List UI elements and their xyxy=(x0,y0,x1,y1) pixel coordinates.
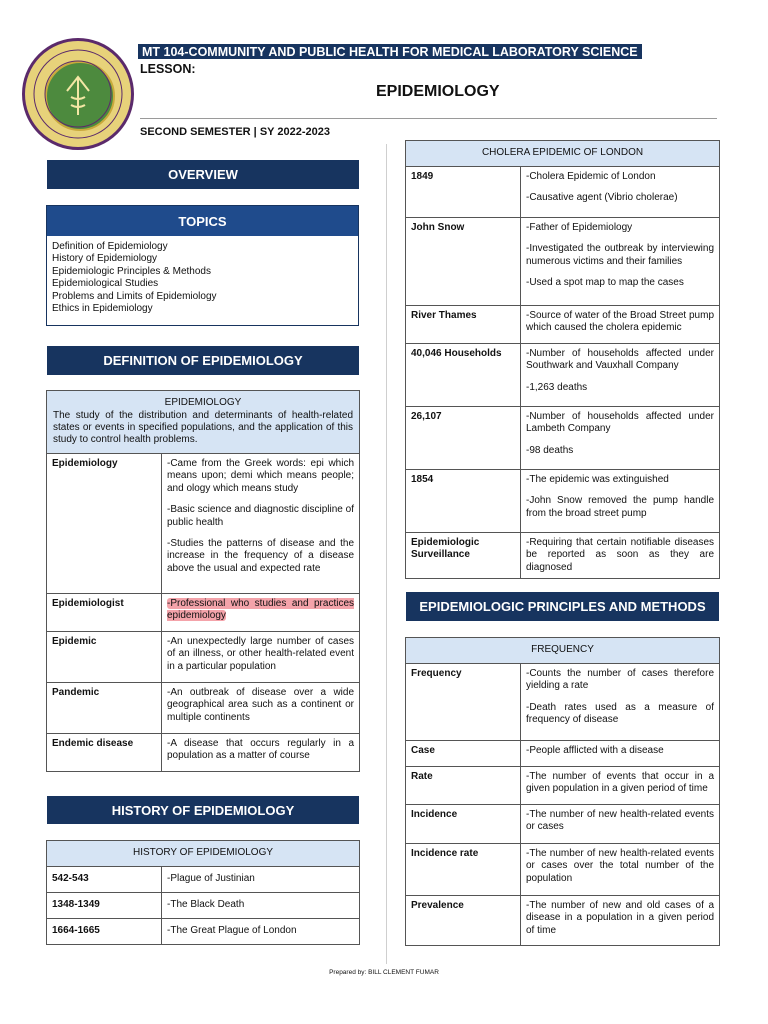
definition-line: -A disease that occurs regularly in a population as a matter of course xyxy=(162,734,360,772)
topic-item: History of Epidemiology xyxy=(52,253,158,265)
history-table xyxy=(46,840,360,945)
frequency-term: Case xyxy=(406,741,521,767)
topics-header: TOPICS xyxy=(47,206,358,236)
definition-head-text: The study of the distribution and determinants of health-related states or events in specified populations, and the application of this study to control health problems. xyxy=(53,409,354,446)
frequency-line: -The number of new health-related events or cases over the total number of the population xyxy=(521,844,720,896)
topics-box xyxy=(46,205,359,326)
school-logo xyxy=(22,38,134,150)
definition-term: Endemic disease xyxy=(47,734,162,772)
topic-item: Ethics in Epidemiology xyxy=(52,303,153,315)
cholera-line: -John Snow removed the pump handle from the broad street pump xyxy=(526,495,715,519)
cholera-desc xyxy=(521,218,720,306)
frequency-term: Frequency xyxy=(406,664,521,741)
cholera-line: -Investigated the outbreak by interviewing numerous victims and their families xyxy=(526,243,715,267)
history-event: -The Black Death xyxy=(162,893,360,919)
definition-desc xyxy=(162,454,360,594)
page-title: EPIDEMIOLOGY xyxy=(376,83,500,100)
topics-list xyxy=(52,241,358,315)
frequency-term: Rate xyxy=(406,767,521,805)
frequency-line: -The number of events that occur in a given population in a given period of time xyxy=(521,767,720,805)
cholera-line: -Number of households affected under Lambeth Company xyxy=(526,411,715,435)
cholera-line: -98 deaths xyxy=(526,444,574,456)
history-year: 542-543 xyxy=(47,867,162,893)
topic-item: Problems and Limits of Epidemiology xyxy=(52,290,217,302)
principles-banner: EPIDEMIOLOGIC PRINCIPLES AND METHODS xyxy=(406,592,719,621)
history-year: 1348-1349 xyxy=(47,893,162,919)
semester-label: SECOND SEMESTER | SY 2022-2023 xyxy=(140,126,330,138)
topic-item: Definition of Epidemiology xyxy=(52,241,168,252)
frequency-line: -The number of new and old cases of a disease in a population in a given period of time xyxy=(521,896,720,946)
cholera-head: CHOLERA EPIDEMIC OF LONDON xyxy=(406,141,720,167)
cholera-term: 1849 xyxy=(406,167,521,218)
history-banner: HISTORY OF EPIDEMIOLOGY xyxy=(47,796,359,824)
cholera-desc xyxy=(521,167,720,218)
frequency-table xyxy=(405,637,720,946)
topic-item: Epidemiological Studies xyxy=(52,278,159,290)
frequency-term: Prevalence xyxy=(406,896,521,946)
cholera-line: -Source of water of the Broad Street pump which caused the cholera epidemic xyxy=(521,306,720,344)
frequency-line: -People afflicted with a disease xyxy=(521,741,720,767)
topic-item: Epidemiologic Principles & Methods xyxy=(52,265,211,277)
cholera-line: -1,263 deaths xyxy=(526,381,588,393)
header-divider xyxy=(140,118,717,119)
cholera-desc xyxy=(521,407,720,470)
definition-line: -Studies the patterns of disease and the increase in the frequency of a disease above the usual and expected rate xyxy=(167,538,355,574)
frequency-line: -The number of new health-related events or cases xyxy=(521,805,720,844)
cholera-desc xyxy=(521,470,720,533)
frequency-line: -Death rates used as a measure of frequency of disease xyxy=(526,701,715,726)
definition-term: Epidemiologist xyxy=(47,594,162,632)
logo-ring xyxy=(25,41,131,147)
history-head: HISTORY OF EPIDEMIOLOGY xyxy=(47,841,360,867)
definition-banner: DEFINITION OF EPIDEMIOLOGY xyxy=(47,346,359,375)
cholera-line: -The epidemic was extinguished xyxy=(526,474,669,485)
frequency-head: FREQUENCY xyxy=(406,638,720,664)
cholera-term: River Thames xyxy=(406,306,521,344)
cholera-line: -Cholera Epidemic of London xyxy=(526,171,656,182)
cholera-term: John Snow xyxy=(406,218,521,306)
definition-line: -Came from the Greek words: epi which means upon; demi which means people; and ology which means study xyxy=(167,458,355,494)
cholera-line: -Number of households affected under Southwark and Vauxhall Company xyxy=(526,348,715,372)
column-divider xyxy=(386,144,387,964)
definition-term: Epidemic xyxy=(47,632,162,683)
history-year: 1664-1665 xyxy=(47,919,162,945)
cholera-table xyxy=(405,140,720,579)
cholera-desc xyxy=(521,344,720,407)
course-title: MT 104-COMMUNITY AND PUBLIC HEALTH FOR MEDICAL LABORATORY SCIENCE xyxy=(138,44,642,59)
cholera-line: -Requiring that certain notifiable diseases be reported as soon as they are diagnosed xyxy=(521,533,720,579)
cholera-term: Epidemiologic Surveillance xyxy=(406,533,521,579)
history-event: -Plague of Justinian xyxy=(162,867,360,893)
overview-banner: OVERVIEW xyxy=(47,160,359,189)
frequency-term: Incidence rate xyxy=(406,844,521,896)
definition-head xyxy=(47,391,360,454)
cholera-line: -Causative agent (Vibrio cholerae) xyxy=(526,192,678,204)
cholera-term: 26,107 xyxy=(406,407,521,470)
cholera-line: -Used a spot map to map the cases xyxy=(526,277,684,289)
definition-line: -An outbreak of disease over a wide geographical area such as a continent or multiple continents xyxy=(162,683,360,734)
frequency-desc xyxy=(521,664,720,741)
definition-term: Epidemiology xyxy=(47,454,162,594)
cholera-line: -Father of Epidemiology xyxy=(526,222,633,233)
frequency-line: -Counts the number of cases therefore yielding a rate xyxy=(526,668,715,692)
cholera-term: 40,046 Households xyxy=(406,344,521,407)
frequency-term: Incidence xyxy=(406,805,521,844)
history-event: -The Great Plague of London xyxy=(162,919,360,945)
definition-line: -Professional who studies and practices epidemiology xyxy=(167,598,355,622)
footer-credit: Prepared by: BILL CLEMENT FUMAR xyxy=(329,969,439,976)
cholera-term: 1854 xyxy=(406,470,521,533)
definition-term: Pandemic xyxy=(47,683,162,734)
definition-line: -Basic science and diagnostic discipline of public health xyxy=(167,504,355,528)
definition-line: -An unexpectedly large number of cases of an illness, or other health-related event in a particular population xyxy=(162,632,360,683)
definition-table xyxy=(46,390,360,772)
definition-desc xyxy=(162,594,360,632)
definition-head-title: EPIDEMIOLOGY xyxy=(164,397,242,409)
lesson-label: LESSON: xyxy=(140,62,196,76)
